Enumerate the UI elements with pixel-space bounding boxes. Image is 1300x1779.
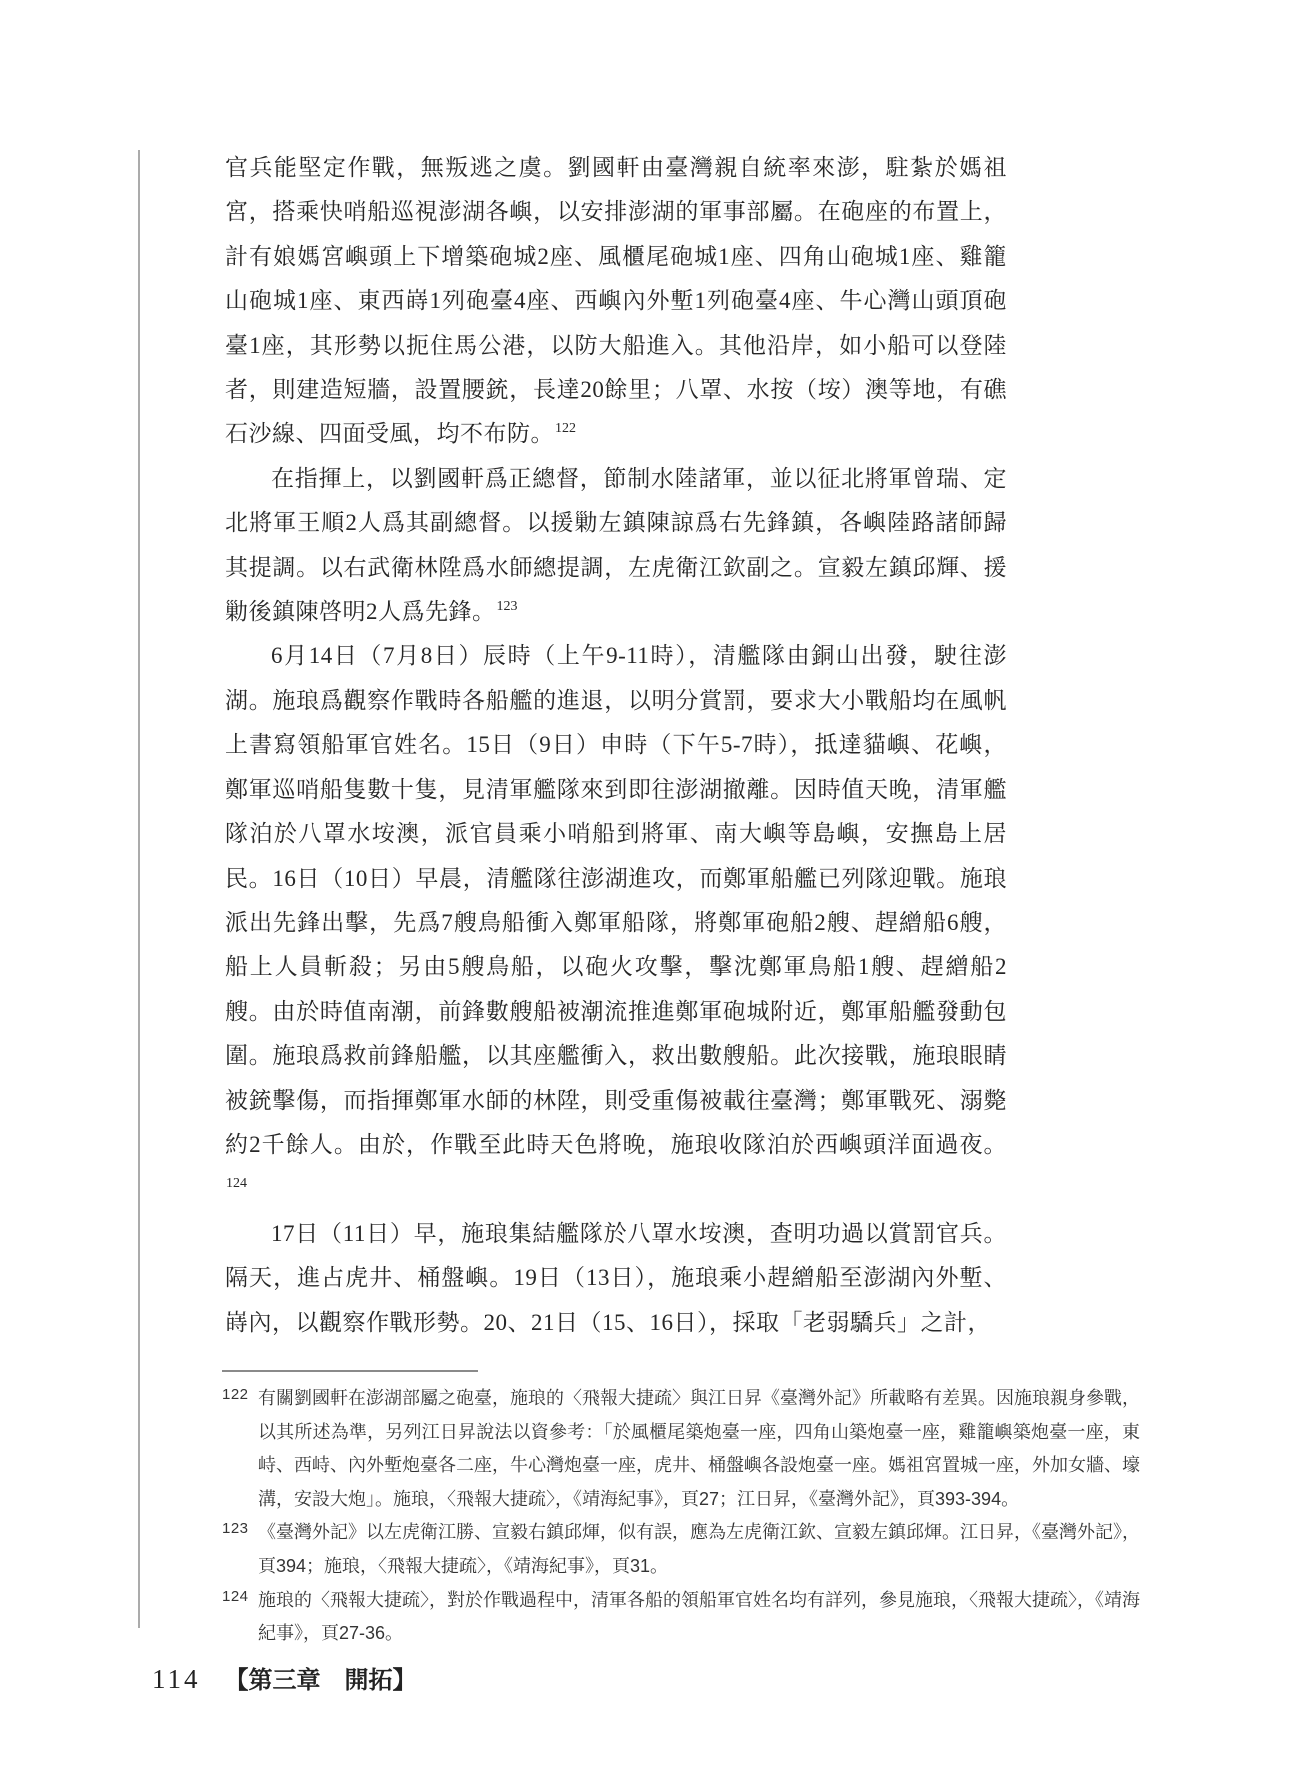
footnote-item	[222, 1584, 1140, 1651]
paragraph: 官兵能堅定作戰，無叛逃之虞。劉國軒由臺灣親自統率來澎，駐紮於媽祖宮，搭乘快哨船巡視澎湖各嶼，以安排澎湖的軍事部屬。在砲座的布置上，計有娘媽宮嶼頭上下增築砲城2座、風櫃尾砲城1座、四角山砲城1座、雞籠山砲城1座、東西嵵1列砲臺4座、西嶼內外塹1列砲臺4座、牛心灣山頭頂砲臺1座，其形勢以扼住馬公港，以防大船進入。其他沿岸，如小船可以登陸者，則建造短牆，設置腰銃，長達20餘里；八罩、水按（垵）澳等地，有礁石沙線、四面受風，均不布防。$^{122}$	[225, 155, 1007, 447]
footnote-separator	[222, 1370, 478, 1372]
paragraph: 6月14日（7月8日）辰時（上午9-11時），清艦隊由銅山出發，駛往澎湖。施琅爲觀察作戰時各船艦的進退，以明分賞罰，要求大小戰船均在風帆上書寫領船軍官姓名。15日（9日）申時（下午5-7時），抵達貓嶼、花嶼，鄭軍巡哨船隻數十隻，見清軍艦隊來到即往澎湖撤離。因時值天晚，清軍艦隊泊於八罩水垵澳，派官員乘小哨船到將軍、南大嶼等島嶼，安撫島上居民。16日（10日）早晨，清艦隊往澎湖進攻，而鄭軍船艦已列隊迎戰。施琅派出先鋒出擊，先爲7艘鳥船衝入鄭軍船隊，將鄭軍砲船2艘、趕繒船6艘，船上人員斬殺；另由5艘鳥船，以砲火攻擊，擊沈鄭軍鳥船1艘、趕繒船2艘。由於時值南潮，前鋒數艘船被潮流推進鄭軍砲城附近，鄭軍船艦發動包圍。施琅爲救前鋒船艦，以其座艦衝入，救出數艘船。此次接戰，施琅眼睛被銃擊傷，而指揮鄭軍水師的林陞，則受重傷被載往臺灣；鄭軍戰死、溺斃約2千餘人。由於，作戰至此時天色將晚，施琅收隊泊於西嶼頭洋面過夜。$^{124}$	[225, 643, 1007, 1192]
footnote-item	[222, 1382, 1140, 1516]
footnote-number: 123	[222, 1520, 249, 1538]
main-text	[225, 146, 1007, 1345]
margin-rule	[138, 150, 140, 1628]
paragraph: 在指揮上，以劉國軒爲正總督，節制水陸諸軍，並以征北將軍曾瑞、定北將軍王順2人爲其副總督。以援勦左鎮陳諒爲右先鋒鎮，各嶼陸路諸師歸其提調。以右武衛林陞爲水師總提調，左虎衛江欽副之。宣毅左鎮邱輝、援勦後鎮陳啓明2人爲先鋒。$^{123}$	[225, 465, 1007, 625]
page-footer	[152, 1660, 417, 1695]
footnote-number: 124	[222, 1587, 249, 1605]
footnotes	[222, 1382, 1140, 1651]
footnote-ref: 124	[226, 1176, 247, 1192]
footnote-number: 122	[222, 1386, 249, 1403]
footnote-text: 《臺灣外記》以左虎衛江勝、宣毅右鎮邱煇，似有誤，應為左虎衛江欽、宣毅左鎮邱煇。江日昇，《臺灣外記》，頁394；施琅，〈飛報大捷疏〉，《靖海紀事》，頁31。	[258, 1522, 1140, 1576]
footnote-ref: 122	[555, 421, 576, 437]
footnote-text: 施琅的〈飛報大捷疏〉，對於作戰過程中，清軍各船的領船軍官姓名均有詳列，參見施琅，〈飛報大捷疏〉，《靖海紀事》，頁27-36。	[258, 1589, 1140, 1644]
page-number: 114	[152, 1664, 201, 1694]
footnote-ref: 123	[496, 599, 518, 615]
paragraph: 17日（11日）早，施琅集結艦隊於八罩水垵澳，查明功過以賞罰官兵。隔天，進占虎井、桶盤嶼。19日（13日），施琅乘小趕繒船至澎湖內外塹、嵵內，以觀察作戰形勢。20、21日（15、16日），採取「老弱驕兵」之計，	[225, 1220, 1007, 1335]
chapter-title: 【第三章 開拓】	[224, 1668, 417, 1694]
footnote-text: 有關劉國軒在澎湖部屬之砲臺，施琅的〈飛報大捷疏〉與江日昇《臺灣外記》所載略有差異。因施琅親身參戰，以其所述為準，另列江日昇說法以資參考：「於風櫃尾築炮臺一座，四角山築炮臺一座，雞籠嶼築炮臺一座，東峙、西峙、內外塹炮臺各二座，牛心灣炮臺一座，虎井、桶盤嶼各設炮臺一座。媽祖宮置城一座，外加女牆、壕溝，安設大炮」。施琅，〈飛報大捷疏〉，《靖海紀事》，頁27；江日昇，《臺灣外記》，頁393-394。	[258, 1388, 1140, 1509]
footnote-item	[222, 1516, 1140, 1583]
